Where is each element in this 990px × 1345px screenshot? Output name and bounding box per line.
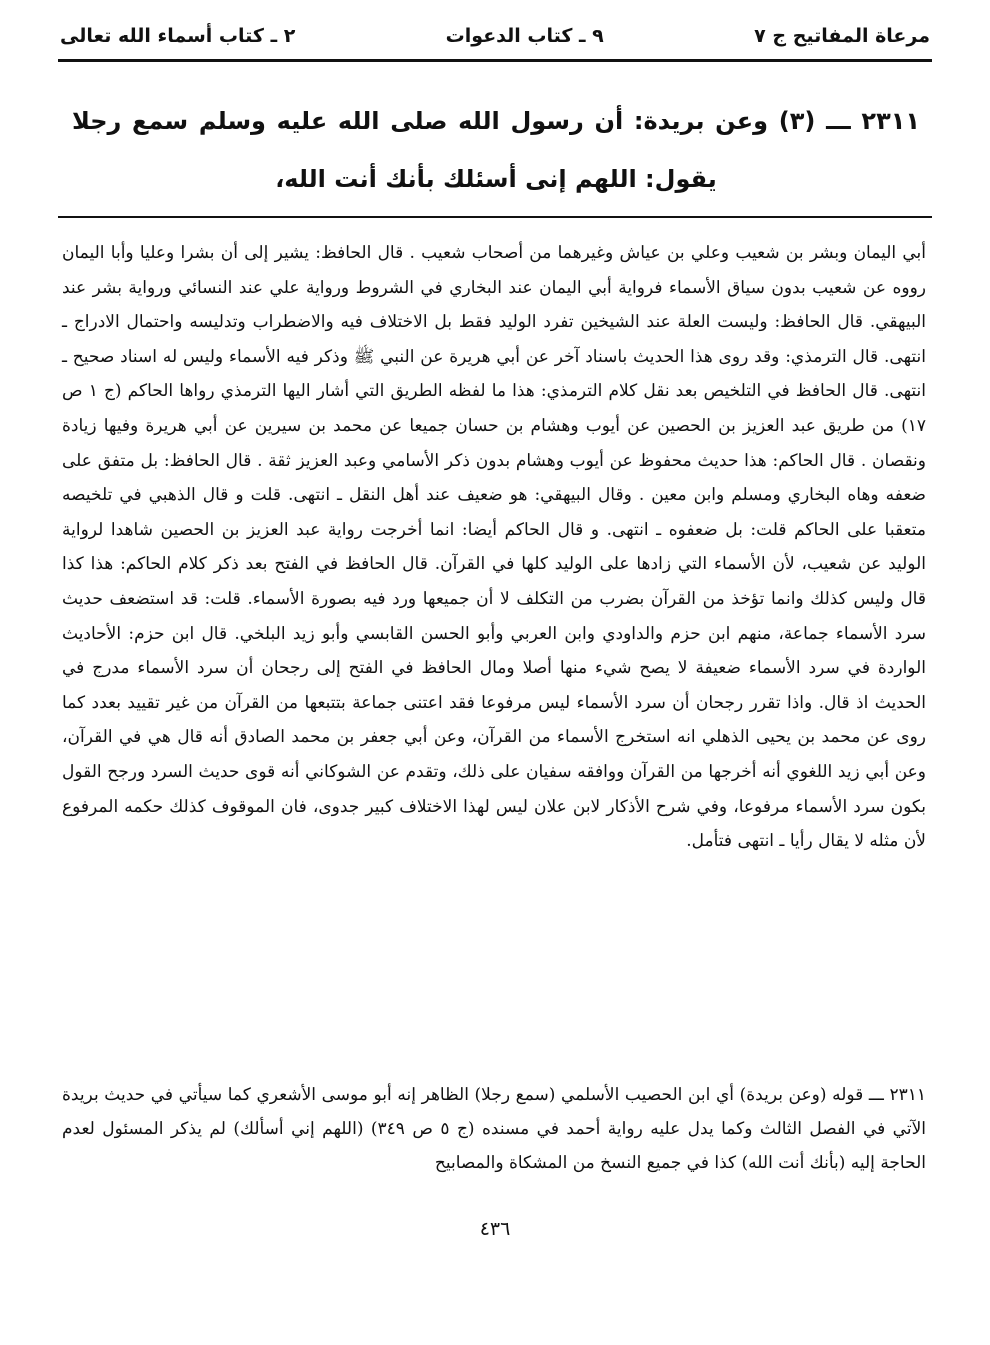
header-book-title: مرعاة المفاتيح ج ٧: [754, 25, 930, 47]
commentary-block: [62, 236, 926, 859]
section-rule: [58, 216, 932, 218]
header-section: ٢ ـ كتاب أسماء الله تعالى: [60, 25, 296, 47]
header-rule: [58, 59, 932, 62]
hadith-note-block: [62, 1078, 926, 1180]
running-header: [60, 16, 930, 56]
header-chapter: ٩ ـ كتاب الدعوات: [445, 25, 604, 47]
hadith-text: ٢٣١١ ـــ (٣) وعن بريدة: أن رسول الله صلى الله عليه وسلم سمع رجلا يقول: اللهم إنى أسئلك بأنك أنت الله،: [72, 107, 921, 193]
hadith-note-paragraph: ٢٣١١ ـــ قوله (وعن بريدة) أي ابن الحصيب الأسلمي (سمع رجلا) الظاهر إنه أبو موسى الأشعري كما سيأتي في حديث بريدة الآتي في الفصل الثالث وكما يدل عليه رواية أحمد في مسنده (ج ٥ ص ٣٤٩) (اللهم إني أسألك) لم يذكر المسئول لعدم الحاجة إليه (بأنك أنت الله) كذا في جميع النسخ من المشكاة والمصابيح: [62, 1085, 927, 1173]
page-number: ٤٣٦: [479, 1218, 511, 1240]
commentary-paragraph: أبي اليمان وبشر بن شعيب وعلي بن عياش وغيرهما من أصحاب شعيب . قال الحافظ: يشير إلى أن بشرا وعليا وأبا اليمان رووه عن شعيب بدون سياق الأسماء فرواية أبي اليمان عند البخاري في الشروط ورواية علي عند النسائي ورواية بشر عند البيهقي. قال الحافظ: وليست العلة عند الشيخين تفرد الوليد فقط بل الاختلاف فيه والاضطراب وتدليسه واحتمال الادراج ـ انتهى. قال الترمذي: وقد روى هذا الحديث باسناد آخر عن أبي هريرة عن النبي ﷺ وذكر فيه الأسماء وليس له اسناد صحيح ـ انتهى. قال الحافظ في التلخيص بعد نقل كلام الترمذي: هذا ما لفظه الطريق التي أشار اليها الترمذي رواها الحاكم (ج ١ ص ١٧) من طريق عبد العزيز بن الحصين عن أيوب وهشام بن حسان جميعا عن محمد بن سيرين عن أبي هريرة وفيها زيادة ونقصان . قال الحاكم: هذا حديث محفوظ عن أيوب وهشام بدون ذكر الأسامي وعبد العزيز ثقة . قال الحافظ: بل متفق على ضعفه وهاه البخاري ومسلم وابن معين . وقال البيهقي: هو ضعيف عند أهل النقل ـ انتهى. قلت و قال الذهبي في تلخيصه متعقبا على الحاكم قلت: بل ضعفوه ـ انتهى. و قال الحاكم أيضا: انما أخرجت رواية عبد العزيز بن الحصين شاهدا لرواية الوليد عن شعيب، لأن الأسماء التي زادها على الوليد كلها في القرآن. قال الحافظ في الفتح بعد ذكر كلام الحاكم: هذا كذا قال وليس كذلك وانما تؤخذ من القرآن بضرب من التكلف لا أن جميعها ورد فيه بصورة الأسماء. قلت: قد استضعف حديث سرد الأسماء جماعة، منهم ابن حزم والداودي وابن العربي وأبو الحسن القابسي وأبو زيد البلخي. قال ابن حزم: الأحاديث الواردة في سرد الأسماء ضعيفة لا يصح شيء منها أصلا ومال الحافظ في الفتح إلى رجحان أن سرد الأسماء مدرج في الحديث اذ قال. واذا تقرر رجحان أن سرد الأسماء ليس مرفوعا فقد اعتنى جماعة بتتبعها من القرآن من غير تقييد بعدد كما روى عن محمد بن يحيى الذهلي انه استخرج الأسماء من القرآن، وعن أبي جعفر بن محمد الصادق أنه قال هي في القرآن، وعن أبي زيد اللغوي أنه أخرجها من القرآن ووافقه سفيان على ذلك، وتقدم عن الشوكاني أنه قوى حديث السرد ورجح القول بكون سرد الأسماء مرفوعا، وفي شرح الأذكار لابن علان ليس لهذا الاختلاف كبير جدوى، فان الموقوف كذلك حكمه المرفوع لأن مثله لا يقال رأيا ـ انتهى فتأمل.: [62, 243, 926, 852]
